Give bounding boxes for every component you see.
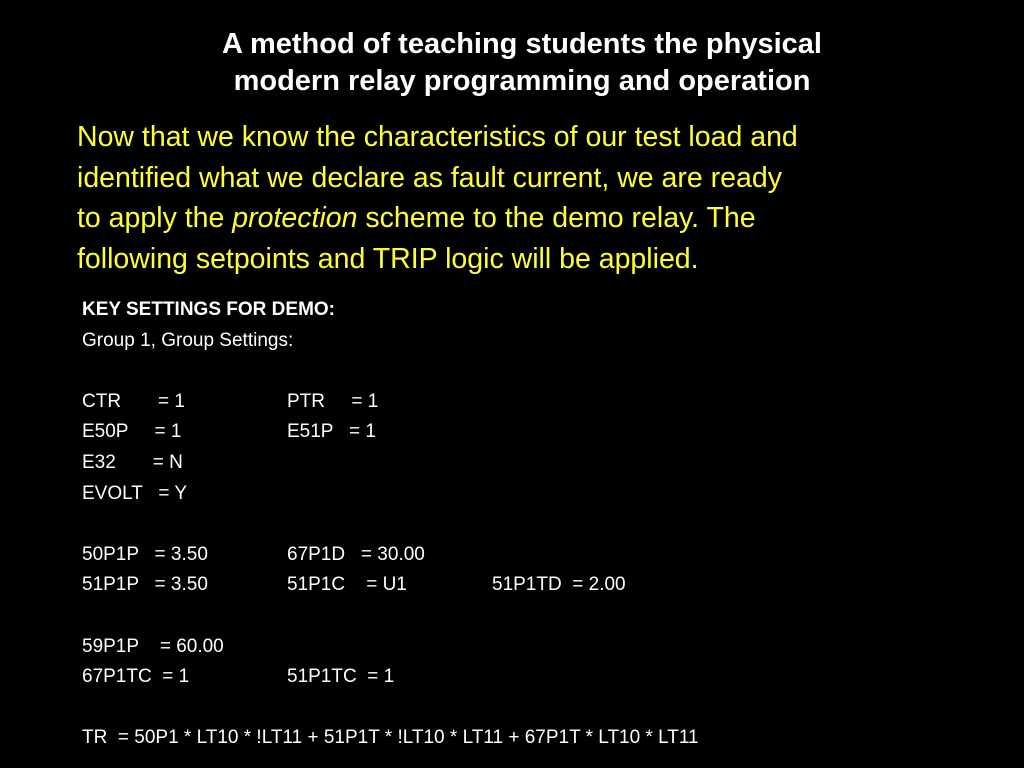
setting-row-50p1p-67p1d	[82, 540, 1002, 571]
slide-title	[0, 26, 1024, 100]
setting-59p1p: 59P1P = 60.00	[82, 635, 224, 657]
setting-evolt: EVOLT = Y	[82, 482, 188, 504]
intro-line-3-start: to apply the	[77, 202, 233, 234]
key-settings-block	[82, 295, 1002, 754]
intro-line-4: following setpoints and TRIP logic will be applied.	[77, 242, 699, 275]
setting-row-evolt	[82, 479, 1002, 510]
setting-row-ctr-ptr	[82, 387, 1002, 418]
setting-row-59p1p	[82, 632, 1002, 663]
intro-line-3-end: scheme to the demo relay. The	[357, 202, 756, 234]
setting-50p1p: 50P1P = 3.50	[82, 543, 208, 565]
setting-e50p: E50P = 1	[82, 421, 182, 443]
settings-heading	[82, 295, 1002, 326]
setting-e51p: E51P = 1	[287, 421, 376, 443]
settings-heading-text: KEY SETTINGS FOR DEMO:	[82, 299, 336, 320]
settings-group-row	[82, 326, 1002, 357]
intro-emphasis-protection: protection	[232, 202, 358, 234]
spacer-row	[82, 356, 1002, 387]
settings-group-label: Group 1, Group Settings:	[82, 329, 294, 351]
trip-logic-row	[82, 723, 1002, 754]
setting-51p1tc: 51P1TC = 1	[287, 666, 395, 688]
intro-line-1: Now that we know the characteristics of our test load and	[77, 121, 798, 153]
spacer-row	[82, 693, 1002, 724]
setting-51p1p: 51P1P = 3.50	[82, 574, 208, 596]
setting-ptr: PTR = 1	[287, 390, 379, 412]
setting-row-e32	[82, 448, 1002, 479]
setting-ctr: CTR = 1	[82, 390, 185, 412]
trip-logic-equation: TR = 50P1 * LT10 * !LT11 + 51P1T * !LT10 * LT11 + 67P1T * LT10 * LT11	[82, 727, 699, 749]
spacer-row	[82, 601, 1002, 632]
spacer-row	[82, 509, 1002, 540]
setting-51p1td: 51P1TD = 2.00	[492, 574, 626, 596]
setting-row-51p1p-51p1c-51p1td	[82, 570, 1002, 601]
setting-row-e50p-e51p	[82, 417, 1002, 448]
setting-e32: E32 = N	[82, 451, 183, 473]
slide-title-line-1: A method of teaching students the physical	[222, 28, 822, 60]
setting-51p1c: 51P1C = U1	[287, 574, 407, 596]
setting-67p1d: 67P1D = 30.00	[287, 543, 425, 565]
setting-row-67p1tc-51p1tc	[82, 662, 1002, 693]
intro-paragraph	[77, 117, 977, 279]
intro-line-2: identified what we declare as fault current, we are ready	[77, 161, 782, 194]
setting-67p1tc: 67P1TC = 1	[82, 666, 190, 688]
intro-line-3	[77, 198, 977, 239]
slide-title-line-2: modern relay programming and operation	[233, 65, 811, 97]
